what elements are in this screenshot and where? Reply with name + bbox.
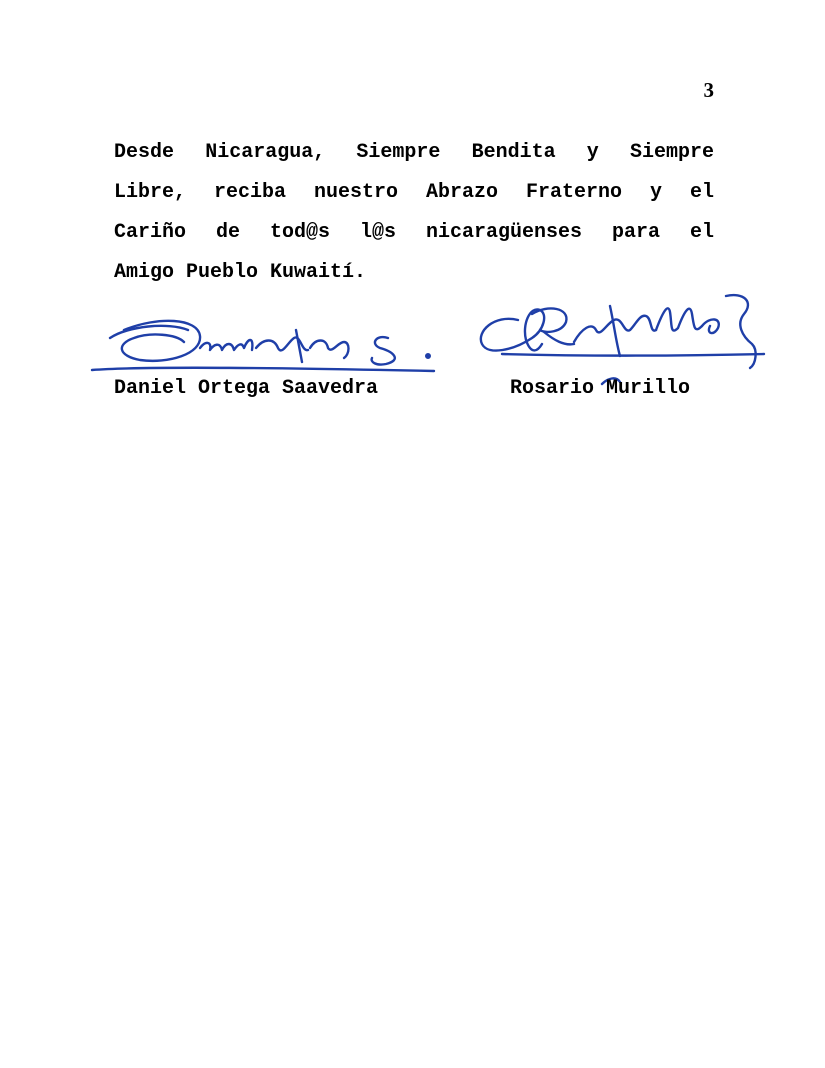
signature-daniel-ortega — [88, 308, 440, 380]
body-line-1: Desde Nicaragua, Siempre Bendita y Siempre — [114, 141, 714, 164]
signature-ortega-drawing — [88, 308, 440, 380]
body-line-4: Amigo Pueblo Kuwaití. — [114, 261, 367, 284]
body-line-3: Cariño de tod@s l@s nicaragüenses para el — [114, 221, 714, 244]
signer-name-ortega: Daniel Ortega Saavedra — [114, 377, 379, 400]
signer-name-murillo: Rosario Murillo — [510, 377, 691, 400]
letter-body — [114, 133, 714, 293]
page-number: 3 — [703, 78, 714, 102]
body-line-2: Libre, reciba nuestro Abrazo Fraterno y el — [114, 181, 714, 204]
